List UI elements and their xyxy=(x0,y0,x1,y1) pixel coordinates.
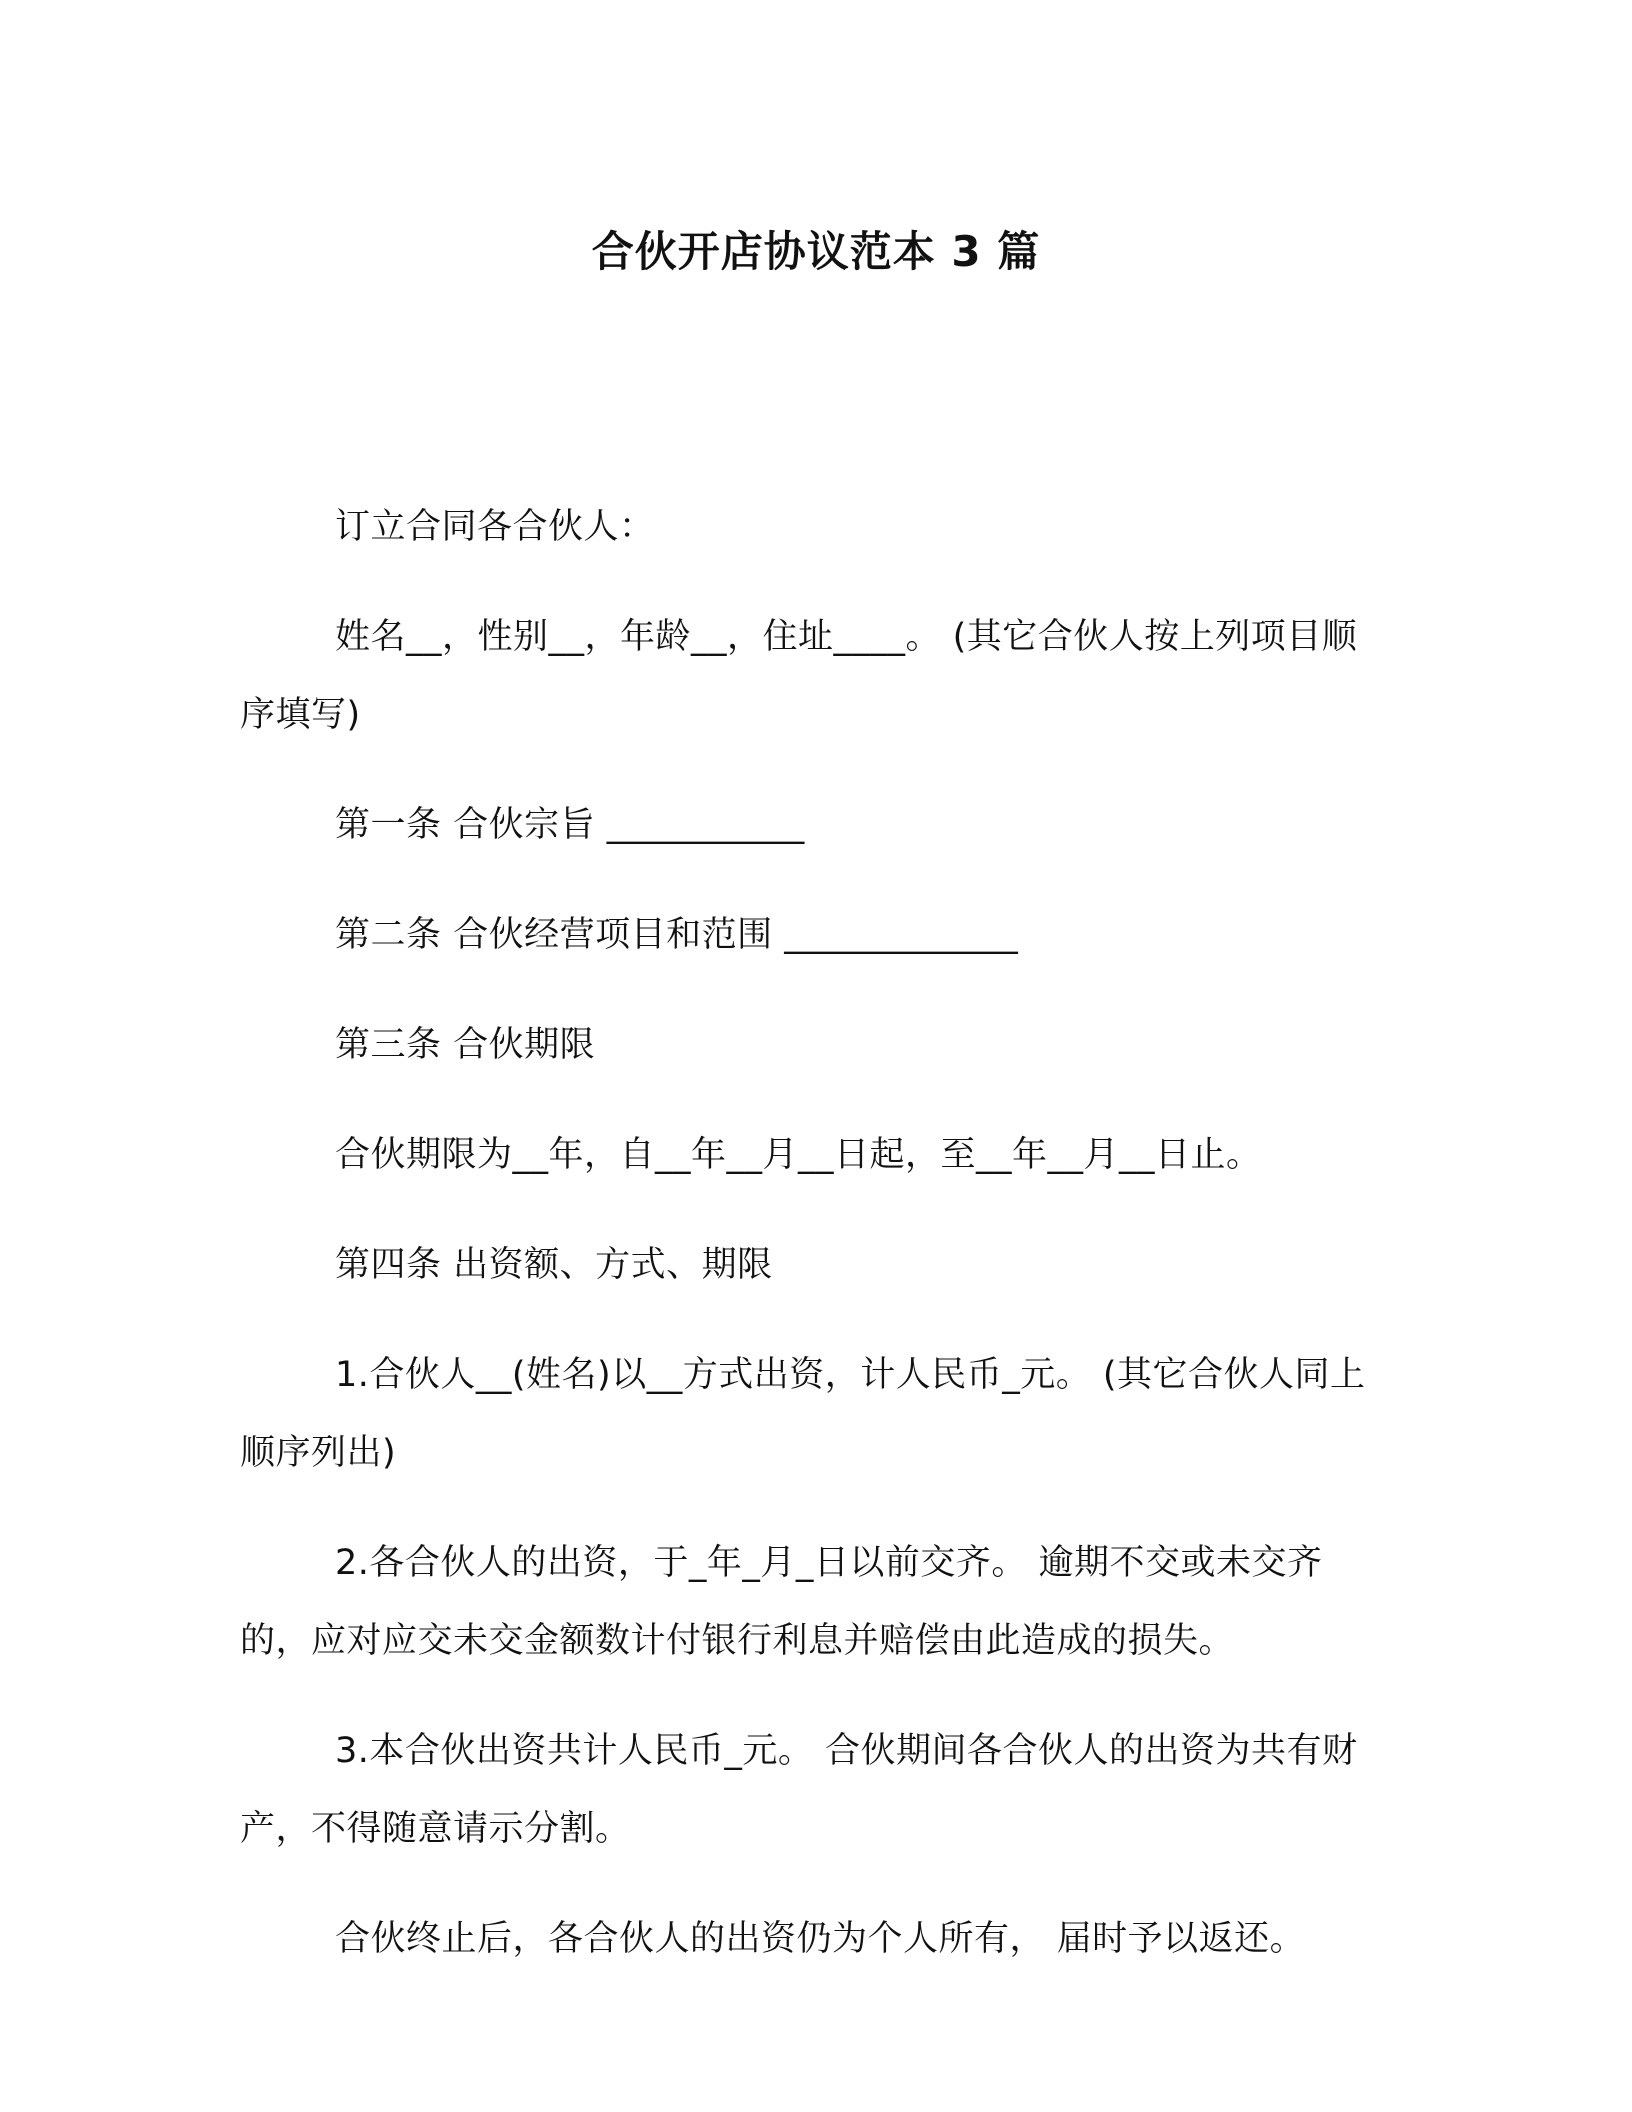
paragraph-contribution-2: 2.各合伙人的出资，于_年_月_日以前交齐。 逾期不交或未交齐的，应对应交未交金额数计付银行利息并赔偿由此造成的损失。 xyxy=(240,1543,1323,1661)
paragraph-parties-intro: 订立合同各合伙人： xyxy=(335,507,655,547)
document-body xyxy=(240,488,1390,2010)
document-title: 合伙开店协议范本 3 篇 xyxy=(591,227,1041,276)
paragraph-article-3: 第三条 合伙期限 xyxy=(335,1025,596,1065)
paragraph-party-info: 姓名__，性别__，年龄__，住址____。 (其它合伙人按上列项目顺序填写) xyxy=(240,617,1358,735)
paragraph-article-1: 第一条 合伙宗旨 ___________ xyxy=(335,805,805,845)
paragraph-article-2: 第二条 合伙经营项目和范围 _____________ xyxy=(335,915,1019,955)
paragraph-term: 合伙期限为__年，自__年__月__日起，至__年__月__日止。 xyxy=(335,1135,1262,1175)
paragraph-contribution-1: 1.合伙人__(姓名)以__方式出资，计人民币_元。 (其它合伙人同上顺序列出) xyxy=(240,1355,1366,1473)
paragraph-article-4: 第四条 出资额、方式、期限 xyxy=(335,1245,773,1285)
paragraph-return: 合伙终止后，各合伙人的出资仍为个人所有， 届时予以返还。 xyxy=(335,1919,1306,1959)
paragraph-contribution-3: 3.本合伙出资共计人民币_元。 合伙期间各合伙人的出资为共有财产，不得随意请示分割。 xyxy=(240,1731,1358,1849)
